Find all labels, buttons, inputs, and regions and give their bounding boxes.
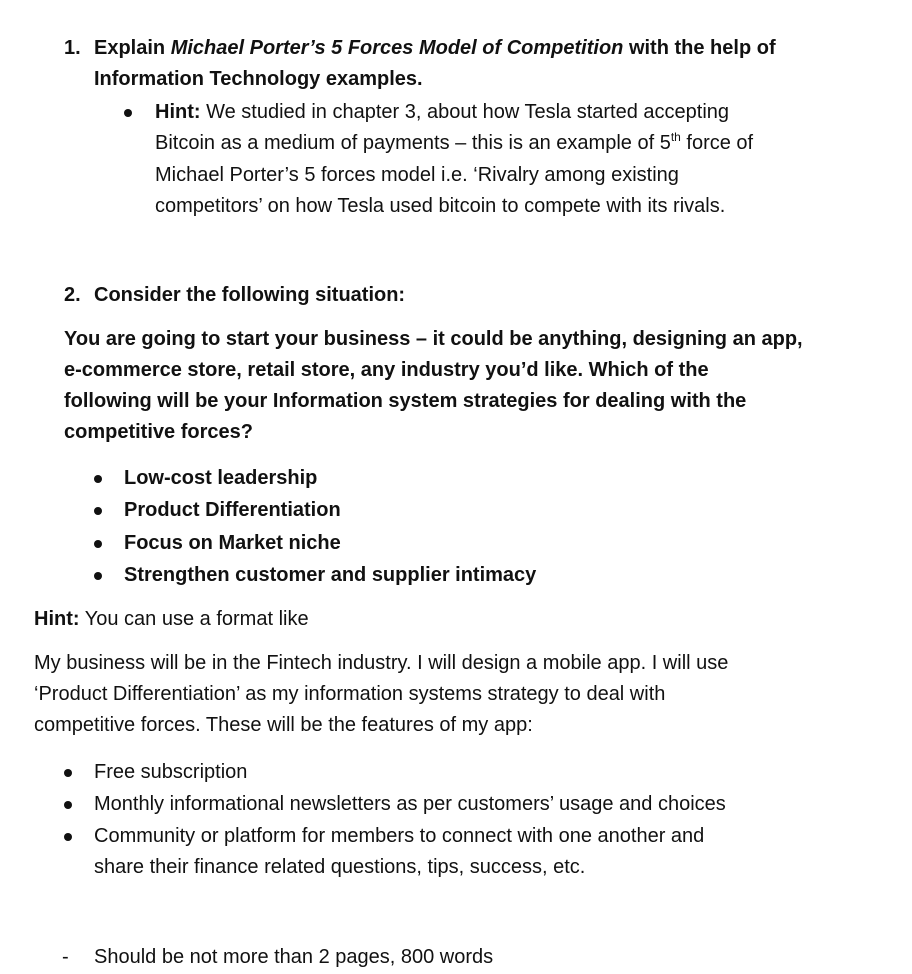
- feature-item: Community or platform for members to connect with one another and: [94, 825, 705, 847]
- strategy-item: Product Differentiation: [124, 499, 341, 521]
- q1-hint-text-2-post: force of: [680, 132, 754, 154]
- strategy-item: Focus on Market niche: [124, 532, 341, 554]
- scenario-line-4: competitive forces?: [64, 421, 253, 443]
- bullet-icon: [94, 507, 102, 515]
- feature-item-continuation: share their finance related questions, tips, success, etc.: [94, 856, 586, 878]
- question-1-suffix: with the help of: [623, 37, 776, 59]
- question-1-model-name: Michael Porter’s 5 Forces Model of Competition: [170, 37, 624, 59]
- question-1-line-1: [94, 33, 776, 64]
- bullet-icon: [64, 833, 72, 841]
- format-hint-label: Hint:: [34, 608, 80, 630]
- example-line-1: My business will be in the Fintech industry. I will design a mobile app. I will use: [34, 652, 729, 674]
- format-hint-text: You can use a format like: [79, 608, 309, 630]
- question-2-title: Consider the following situation:: [94, 284, 406, 306]
- question-1-number: 1.: [64, 37, 81, 59]
- q1-hint-line-3: Michael Porter’s 5 forces model i.e. ‘Rivalry among existing: [155, 164, 679, 186]
- q1-hint-line-4: competitors’ on how Tesla used bitcoin to compete with its rivals.: [155, 195, 726, 217]
- bullet-icon: [124, 109, 132, 117]
- q1-hint-line-1: [155, 97, 729, 128]
- example-line-2: ‘Product Differentiation’ as my information systems strategy to deal with: [34, 683, 666, 705]
- scenario-line-2: e-commerce store, retail store, any industry you’d like. Which of the: [64, 359, 709, 381]
- question-1-line-2: Information Technology examples.: [94, 68, 423, 90]
- feature-item: Free subscription: [94, 761, 248, 783]
- feature-item: Monthly informational newsletters as per customers’ usage and choices: [94, 793, 726, 815]
- scenario-line-1: You are going to start your business – it could be anything, designing an app,: [64, 328, 803, 350]
- format-hint: [34, 604, 309, 635]
- question-2-number: 2.: [64, 284, 81, 306]
- bullet-icon: [94, 572, 102, 580]
- q1-hint-label: Hint:: [155, 101, 201, 123]
- q1-hint-text-2-pre: Bitcoin as a medium of payments – this is an example of 5: [155, 132, 671, 154]
- dash-marker: -: [62, 946, 69, 968]
- bullet-icon: [64, 769, 72, 777]
- question-1-prefix: Explain: [94, 37, 171, 59]
- q1-hint-text-1: We studied in chapter 3, about how Tesla started accepting: [200, 101, 730, 123]
- bullet-icon: [94, 540, 102, 548]
- scenario-line-3: following will be your Information system strategies for dealing with the: [64, 390, 747, 412]
- bullet-icon: [94, 475, 102, 483]
- requirement-text: Should be not more than 2 pages, 800 words: [94, 946, 494, 968]
- example-line-3: competitive forces. These will be the features of my app:: [34, 714, 533, 736]
- q1-hint-superscript: th: [670, 130, 681, 144]
- q1-hint-line-2: [155, 128, 753, 159]
- bullet-icon: [64, 801, 72, 809]
- strategy-item: Low-cost leadership: [124, 467, 318, 489]
- strategy-item: Strengthen customer and supplier intimacy: [124, 564, 537, 586]
